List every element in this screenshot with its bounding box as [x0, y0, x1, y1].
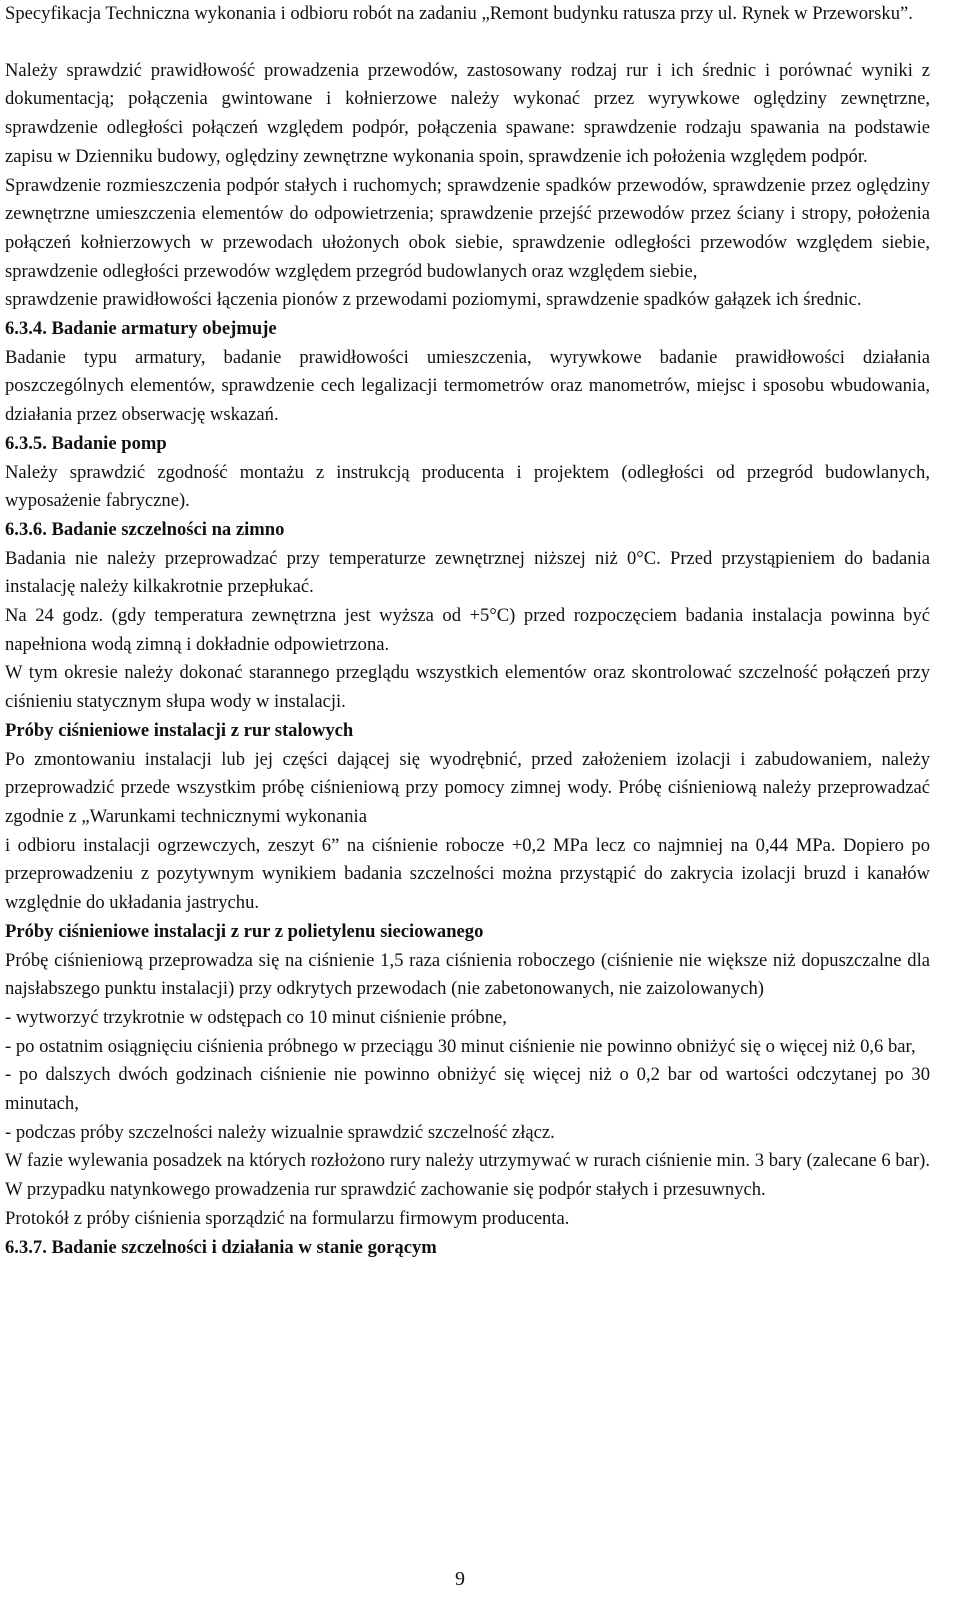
section-heading-635: 6.3.5. Badanie pomp: [5, 432, 167, 454]
intro-paragraph: Należy sprawdzić prawidłowość prowadzenia przewodów, zastosowany rodzaj rur i ich średnic i porównać wyniki z dokumentacją; połączenia gwintowane i kołnierzowe należy wykonać przez wyrywkowe oględziny zewnętrzne, sprawdzenie odległości połączeń względem podpór, połączenia spawane: sprawdzenie rodzaju spawania na podstawie zapisu w Dzienniku budowy, oględziny zewnętrzne wykonania spoin, sprawdzenie ich położenia względem podpór.: [5, 59, 930, 167]
pex-tests-item: - po ostatnim osiągnięciu ciśnienia próbnego w przeciągu 30 minut ciśnienie nie powinno obniżyć się o więcej niż 0,6 bar,: [5, 1035, 916, 1057]
pex-tests-intro: Próbę ciśnieniową przeprowadza się na ciśnienie 1,5 raza ciśnienia roboczego (ciśnienie nie większe niż dopuszczalne dla najsłabszego punktu instalacji) przy odkrytych przewodach (nie zabetonowanych, nie zaizolowanych): [5, 949, 930, 1000]
pex-tests-heading: Próby ciśnieniowe instalacji z rur z polietylenu sieciowanego: [5, 920, 484, 942]
paragraph-risers: sprawdzenie prawidłowości łączenia pionów z przewodami poziomymi, sprawdzenie spadków gałązek ich średnic.: [5, 289, 862, 311]
section-heading-637: 6.3.7. Badanie szczelności i działania w stanie gorącym: [5, 1236, 437, 1258]
section-text-636-p1: Badania nie należy przeprowadzać przy temperaturze zewnętrznej niższej niż 0°C. Przed przystąpieniem do badania instalację należy kilkakrotnie przepłukać.: [5, 547, 930, 598]
pex-protocol-text: Protokół z próby ciśnienia sporządzić na formularzu firmowym producenta.: [5, 1207, 570, 1229]
steel-tests-text-2: i odbioru instalacji ogrzewczych, zeszyt 6” na ciśnienie robocze +0,2 MPa lecz co najmniej na 0,44 MPa. Dopiero po przeprowadzeniu z pozytywnym wynikiem badania szczelności można przystąpić do zakrycia izolacji bruzd i kanałów względnie do układania jastrychu.: [5, 834, 930, 914]
steel-tests-heading: Próby ciśnieniowe instalacji z rur stalowych: [5, 719, 354, 741]
section-text-635: Należy sprawdzić zgodność montażu z instrukcją producenta i projektem (odległości od przegród budowlanych, wyposażenie fabryczne).: [5, 461, 930, 512]
section-heading-636: 6.3.6. Badanie szczelności na zimno: [5, 518, 285, 540]
pex-screed-text: W fazie wylewania posadzek na których rozłożono rury należy utrzymywać w rurach ciśnienie min. 3 bary (zalecane 6 bar). W przypadku natynkowego prowadzenia rur sprawdzić zachowanie się podpór stałych i przesuwnych.: [5, 1150, 930, 1201]
document-header: Specyfikacja Techniczna wykonania i odbioru robót na zadaniu „Remont budynku ratusza przy ul. Rynek w Przeworsku”.: [5, 3, 913, 24]
section-text-636-p3: W tym okresie należy dokonać starannego przeglądu wszystkich elementów oraz skontrolować szczelność połączeń przy ciśnieniu statycznym słupa wody w instalacji.: [5, 662, 930, 713]
section-text-634: Badanie typu armatury, badanie prawidłowości umieszczenia, wyrywkowe badanie prawidłowości działania poszczególnych elementów, sprawdzenie cech legalizacji termometrów oraz manometrów, miejsc i sposobu wbudowania, działania przez obserwację wskazań.: [5, 346, 930, 426]
document-page: [5, 0, 930, 1262]
section-heading-634: 6.3.4. Badanie armatury obejmuje: [5, 318, 277, 340]
pex-tests-item: - wytworzyć trzykrotnie w odstępach co 10 minut ciśnienie próbne,: [5, 1006, 507, 1028]
section-text-636-p2: Na 24 godz. (gdy temperatura zewnętrzna jest wyższa od +5°C) przed rozpoczęciem badania instalacja powinna być napełniona wodą zimną i dokładnie odpowietrzona.: [5, 605, 930, 655]
page-number: 9: [455, 1568, 465, 1590]
pex-tests-item: - po dalszych dwóch godzinach ciśnienie nie powinno obniżyć się więcej niż o 0,2 bar od wartości odczytanej po 30 minutach,: [5, 1064, 930, 1115]
pex-tests-item: - podczas próby szczelności należy wizualnie sprawdzić szczelność złącz.: [5, 1121, 555, 1143]
steel-tests-text-1: Po zmontowaniu instalacji lub jej części dającej się wyodrębnić, przed założeniem izolacji i zabudowaniem, należy przeprowadzić przede wszystkim próbę ciśnieniową przy pomocy zimnej wody. Próbę ciśnieniową należy przeprowadzać zgodnie z „Warunkami technicznymi wykonania: [5, 748, 930, 827]
paragraph-supports: Sprawdzenie rozmieszczenia podpór stałych i ruchomych; sprawdzenie spadków przewodów, sprawdzenie przez oględziny zewnętrzne umieszczenia elementów do odpowietrzenia; sprawdzenie przejść przewodów przez ściany i stropy, położenia połączeń kołnierzowych w przewodach ułożonych obok siebie, sprawdzenie odległości przewodów względem siebie, sprawdzenie odległości przewodów względem przegród budowlanych oraz względem siebie,: [5, 174, 930, 282]
